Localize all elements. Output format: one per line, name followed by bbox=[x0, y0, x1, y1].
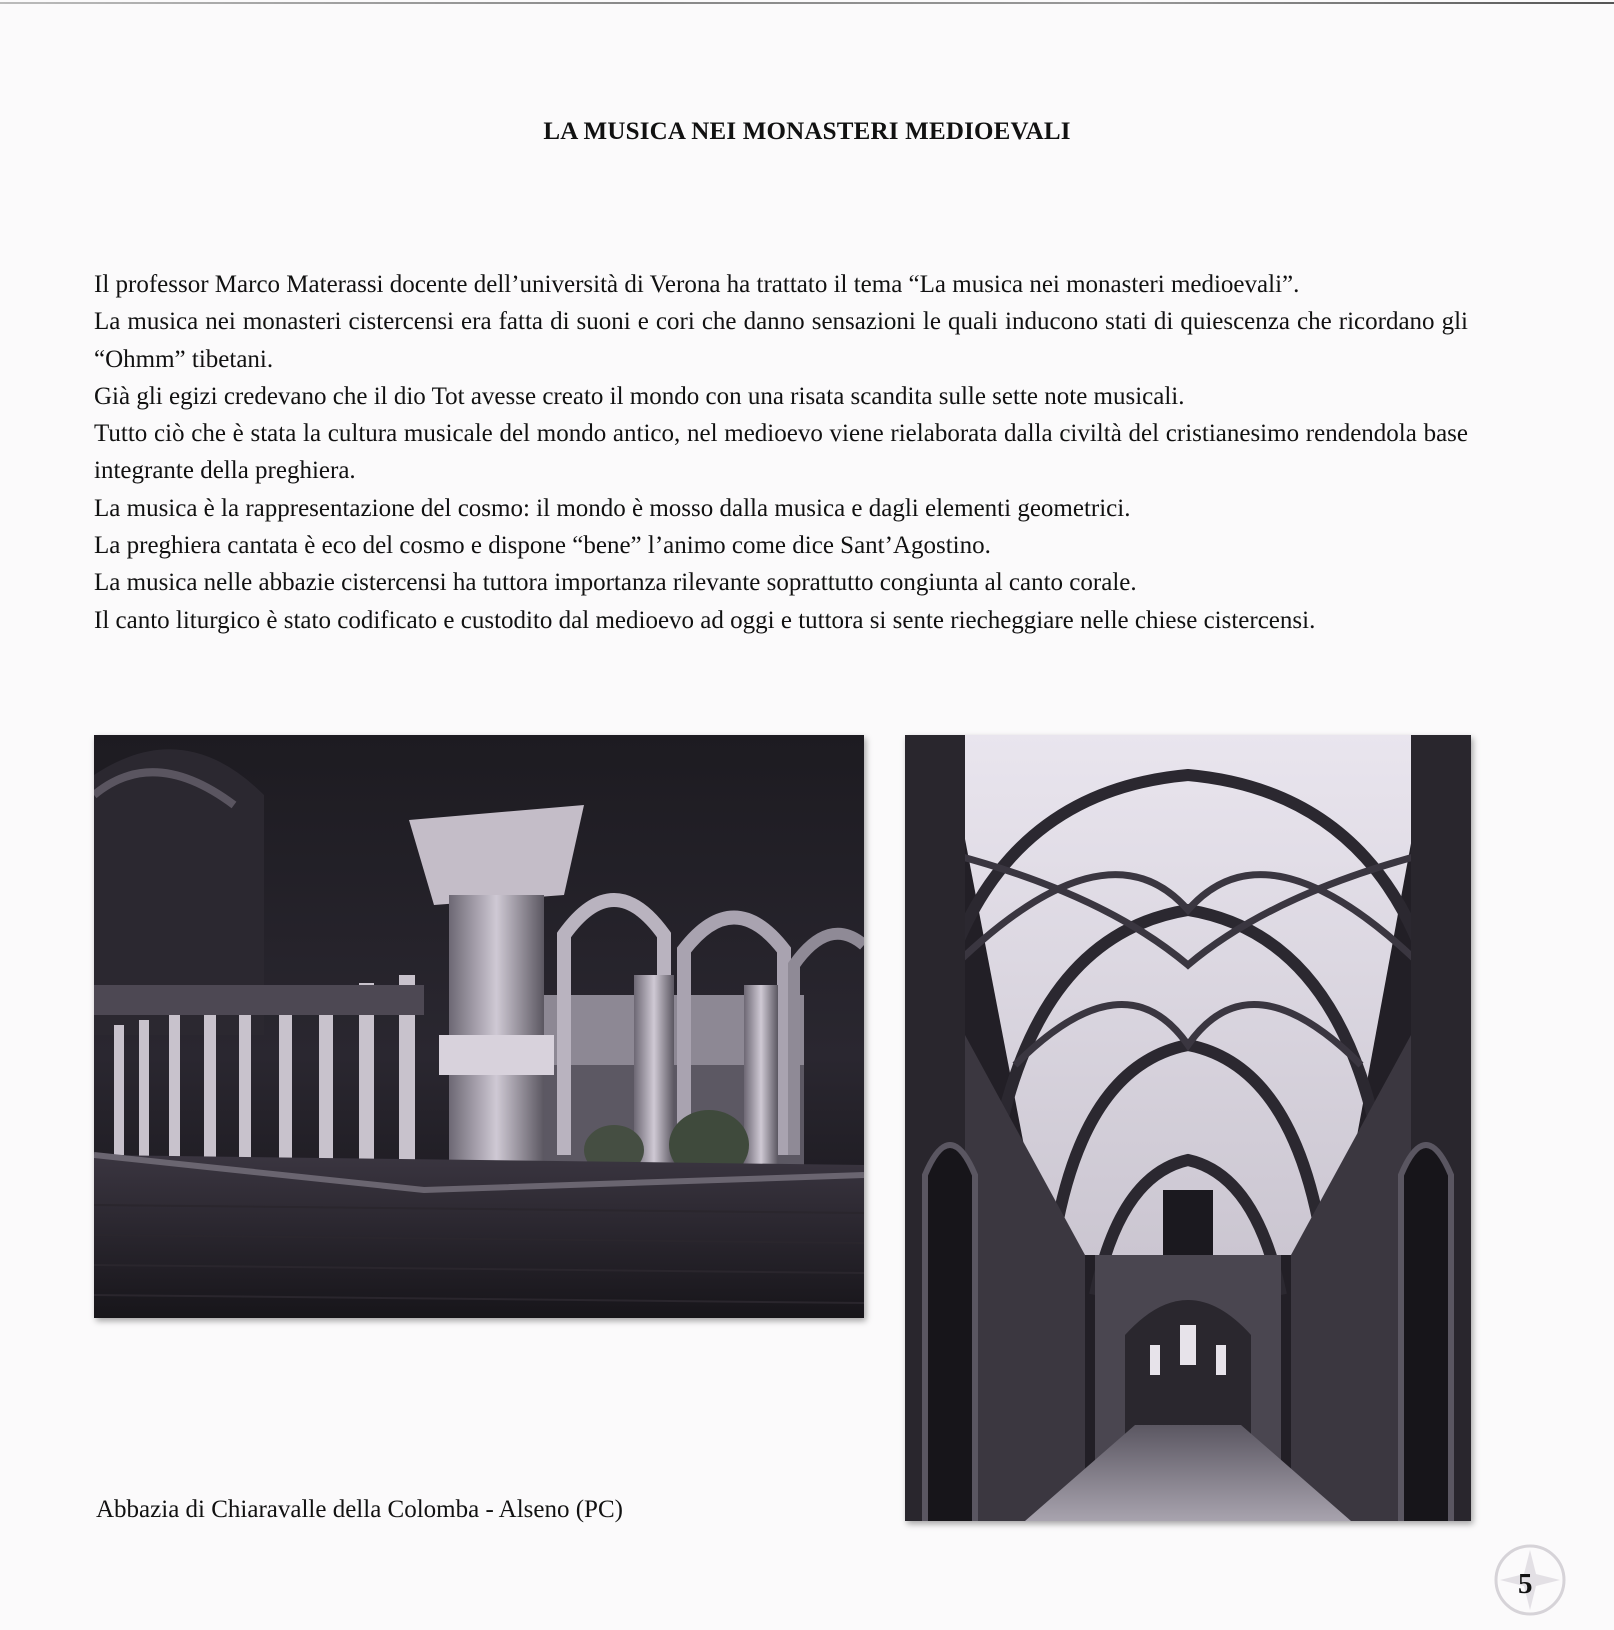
nave-photo bbox=[905, 735, 1471, 1521]
paragraph-4: Tutto ciò che è stata la cultura musicale del mondo antico, nel medioevo viene rielaborata dalla civiltà del cristianesimo rendendola base integrante della preghiera. bbox=[94, 420, 1468, 485]
nave-illustration bbox=[905, 735, 1471, 1521]
page-title: LA MUSICA NEI MONASTERI MEDIOEVALI bbox=[543, 118, 1071, 145]
paragraph-3: Già gli egizi credevano che il dio Tot avesse creato il mondo con una risata scandita sulle sette note musicali. bbox=[94, 382, 1185, 410]
cloister-photo bbox=[94, 735, 864, 1318]
photo-caption: Abbazia di Chiaravalle della Colomba - Alseno (PC) bbox=[96, 1496, 623, 1523]
paragraph-5: La musica è la rappresentazione del cosmo: il mondo è mosso dalla musica e dagli elementi geometrici. bbox=[94, 494, 1131, 522]
cloister-illustration bbox=[94, 735, 864, 1318]
page-number: 5 bbox=[1518, 1568, 1533, 1600]
paragraph-6: La preghiera cantata è eco del cosmo e dispone “bene” l’animo come dice Sant’Agostino. bbox=[94, 532, 991, 560]
paragraph-1: Il professor Marco Materassi docente dell’università di Verona ha trattato il tema “La musica nei monasteri medioevali”. bbox=[94, 271, 1300, 298]
article-body bbox=[94, 266, 1468, 639]
paragraph-7: La musica nelle abbazie cistercensi ha tuttora importanza rilevante soprattutto congiunta al canto corale. bbox=[94, 569, 1137, 597]
paragraph-8: Il canto liturgico è stato codificato e custodito dal medioevo ad oggi e tuttora si sente riecheggiare nelle chiese cistercensi. bbox=[94, 606, 1316, 634]
paragraph-2: La musica nei monasteri cistercensi era fatta di suoni e cori che danno sensazioni le quali inducono stati di quiescenza che ricordano gli “Ohmm” tibetani. bbox=[94, 308, 1468, 373]
top-rule bbox=[0, 2, 1614, 4]
